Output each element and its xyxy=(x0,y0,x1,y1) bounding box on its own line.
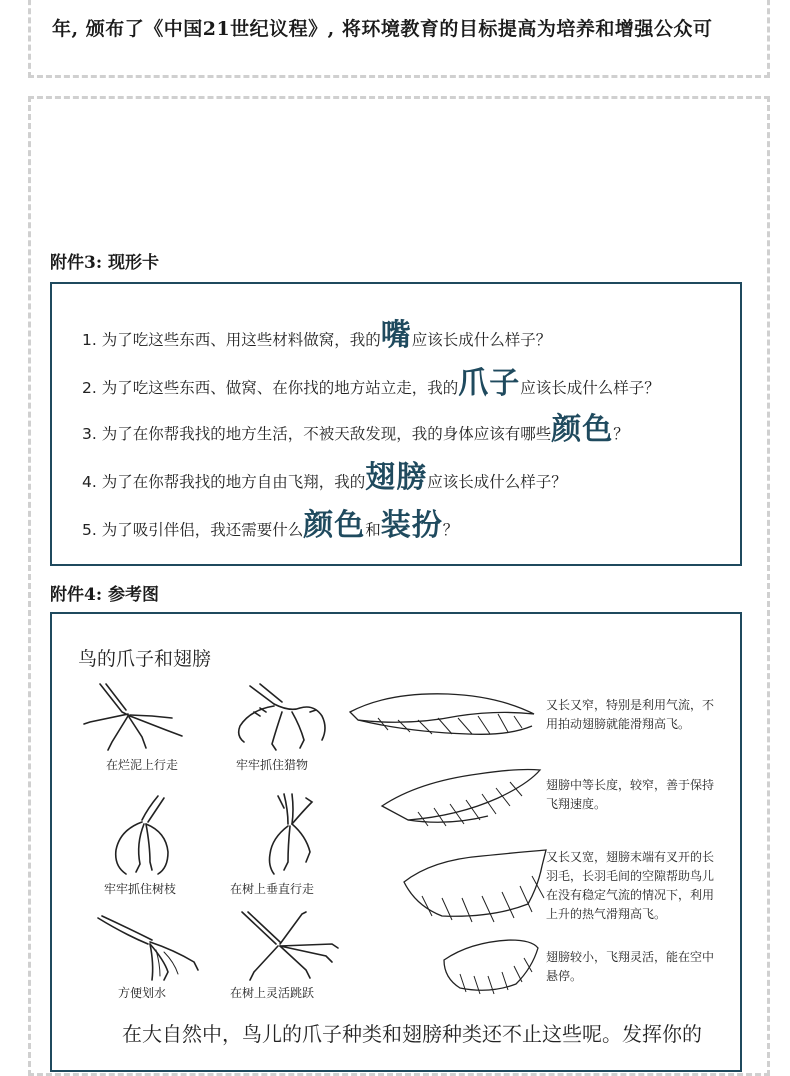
question-keyword: 颜色 xyxy=(551,412,614,447)
appendix3-title: 附件3: 现形卡 xyxy=(50,253,160,273)
claw-grasping-prey-illustration xyxy=(230,682,340,754)
top-text-line: 年, 颁布了《中国21世纪议程》, 将环境教育的目标提高为培养和增强公众可 xyxy=(52,18,713,40)
wing-description-1: 又长又窄，特别是利用气流，不用拍动翅膀就能滑翔高飞。 xyxy=(546,698,715,731)
question-3 xyxy=(82,404,629,448)
wing-description-3: 又长又宽，翅膀末端有叉开的长羽毛，长羽毛间的空隙帮助鸟儿在没有稳定气流的情况下，利用上升的热气滑翔高飞。 xyxy=(546,850,715,921)
question-text: ？ xyxy=(442,521,459,539)
question-text: 1. 为了吃这些东西、用这些材料做窝，我的 xyxy=(82,331,381,349)
wing-description-2: 翅膀中等长度，较窄，善于保持飞翔速度。 xyxy=(546,778,715,811)
question-text: 应该长成什么样子？ xyxy=(427,473,567,491)
question-keyword: 颜色 xyxy=(303,508,366,543)
reference-card xyxy=(50,612,742,1072)
claw-gripping-branch-illustration xyxy=(106,794,186,880)
question-text: 4. 为了在你帮我找的地方自由飞翔，我的 xyxy=(82,473,366,491)
wing-long-broad-illustration xyxy=(402,846,548,928)
claw-caption-4: 在树上垂直行走 xyxy=(230,882,315,896)
bottom-paragraph: 在大自然中，鸟儿的爪子种类和翅膀种类还不止这些呢。发挥你的 xyxy=(122,1022,702,1046)
wing-description-4: 翅膀较小，飞翔灵活，能在空中悬停。 xyxy=(546,950,715,983)
question-text: 2. 为了吃这些东西、做窝、在你找的地方站立走，我的 xyxy=(82,379,459,397)
question-text: 和 xyxy=(365,521,381,539)
question-keyword: 嘴 xyxy=(380,318,412,353)
claw-caption-3: 牢牢抓住树枝 xyxy=(104,882,177,896)
reference-figure-title: 鸟的爪子和翅膀 xyxy=(78,648,212,670)
claw-hopping-illustration xyxy=(232,910,342,986)
claw-walking-mud-illustration xyxy=(82,682,192,754)
claw-caption-6: 在树上灵活跳跃 xyxy=(230,986,315,1000)
question-text: 3. 为了在你帮我找的地方生活，不被天敌发现，我的身体应该有哪些 xyxy=(82,425,552,443)
question-5 xyxy=(82,500,458,544)
appendix4-title: 附件4: 参考图 xyxy=(50,585,160,605)
question-text: 应该长成什么样子？ xyxy=(520,379,660,397)
question-keyword: 装扮 xyxy=(380,508,443,543)
claw-caption-5: 方便划水 xyxy=(118,986,167,1000)
question-keyword: 爪子 xyxy=(458,366,521,401)
claw-paddling-illustration xyxy=(94,914,204,986)
question-text: 应该长成什么样子？ xyxy=(411,331,552,349)
appearance-card xyxy=(50,282,742,566)
question-1 xyxy=(82,310,551,354)
question-2 xyxy=(82,358,660,402)
wing-long-narrow-illustration xyxy=(348,686,536,744)
wing-medium-narrow-illustration xyxy=(378,764,542,834)
question-text: 5. 为了吸引伴侣，我还需要什么 xyxy=(82,521,304,539)
question-text: ？ xyxy=(613,425,629,443)
claw-caption-2: 牢牢抓住猎物 xyxy=(236,758,309,772)
wing-small-illustration xyxy=(440,934,540,1000)
claw-vertical-walking-illustration xyxy=(248,790,328,880)
question-4 xyxy=(82,452,567,496)
question-keyword: 翅膀 xyxy=(365,460,428,495)
claw-caption-1: 在烂泥上行走 xyxy=(106,758,179,772)
